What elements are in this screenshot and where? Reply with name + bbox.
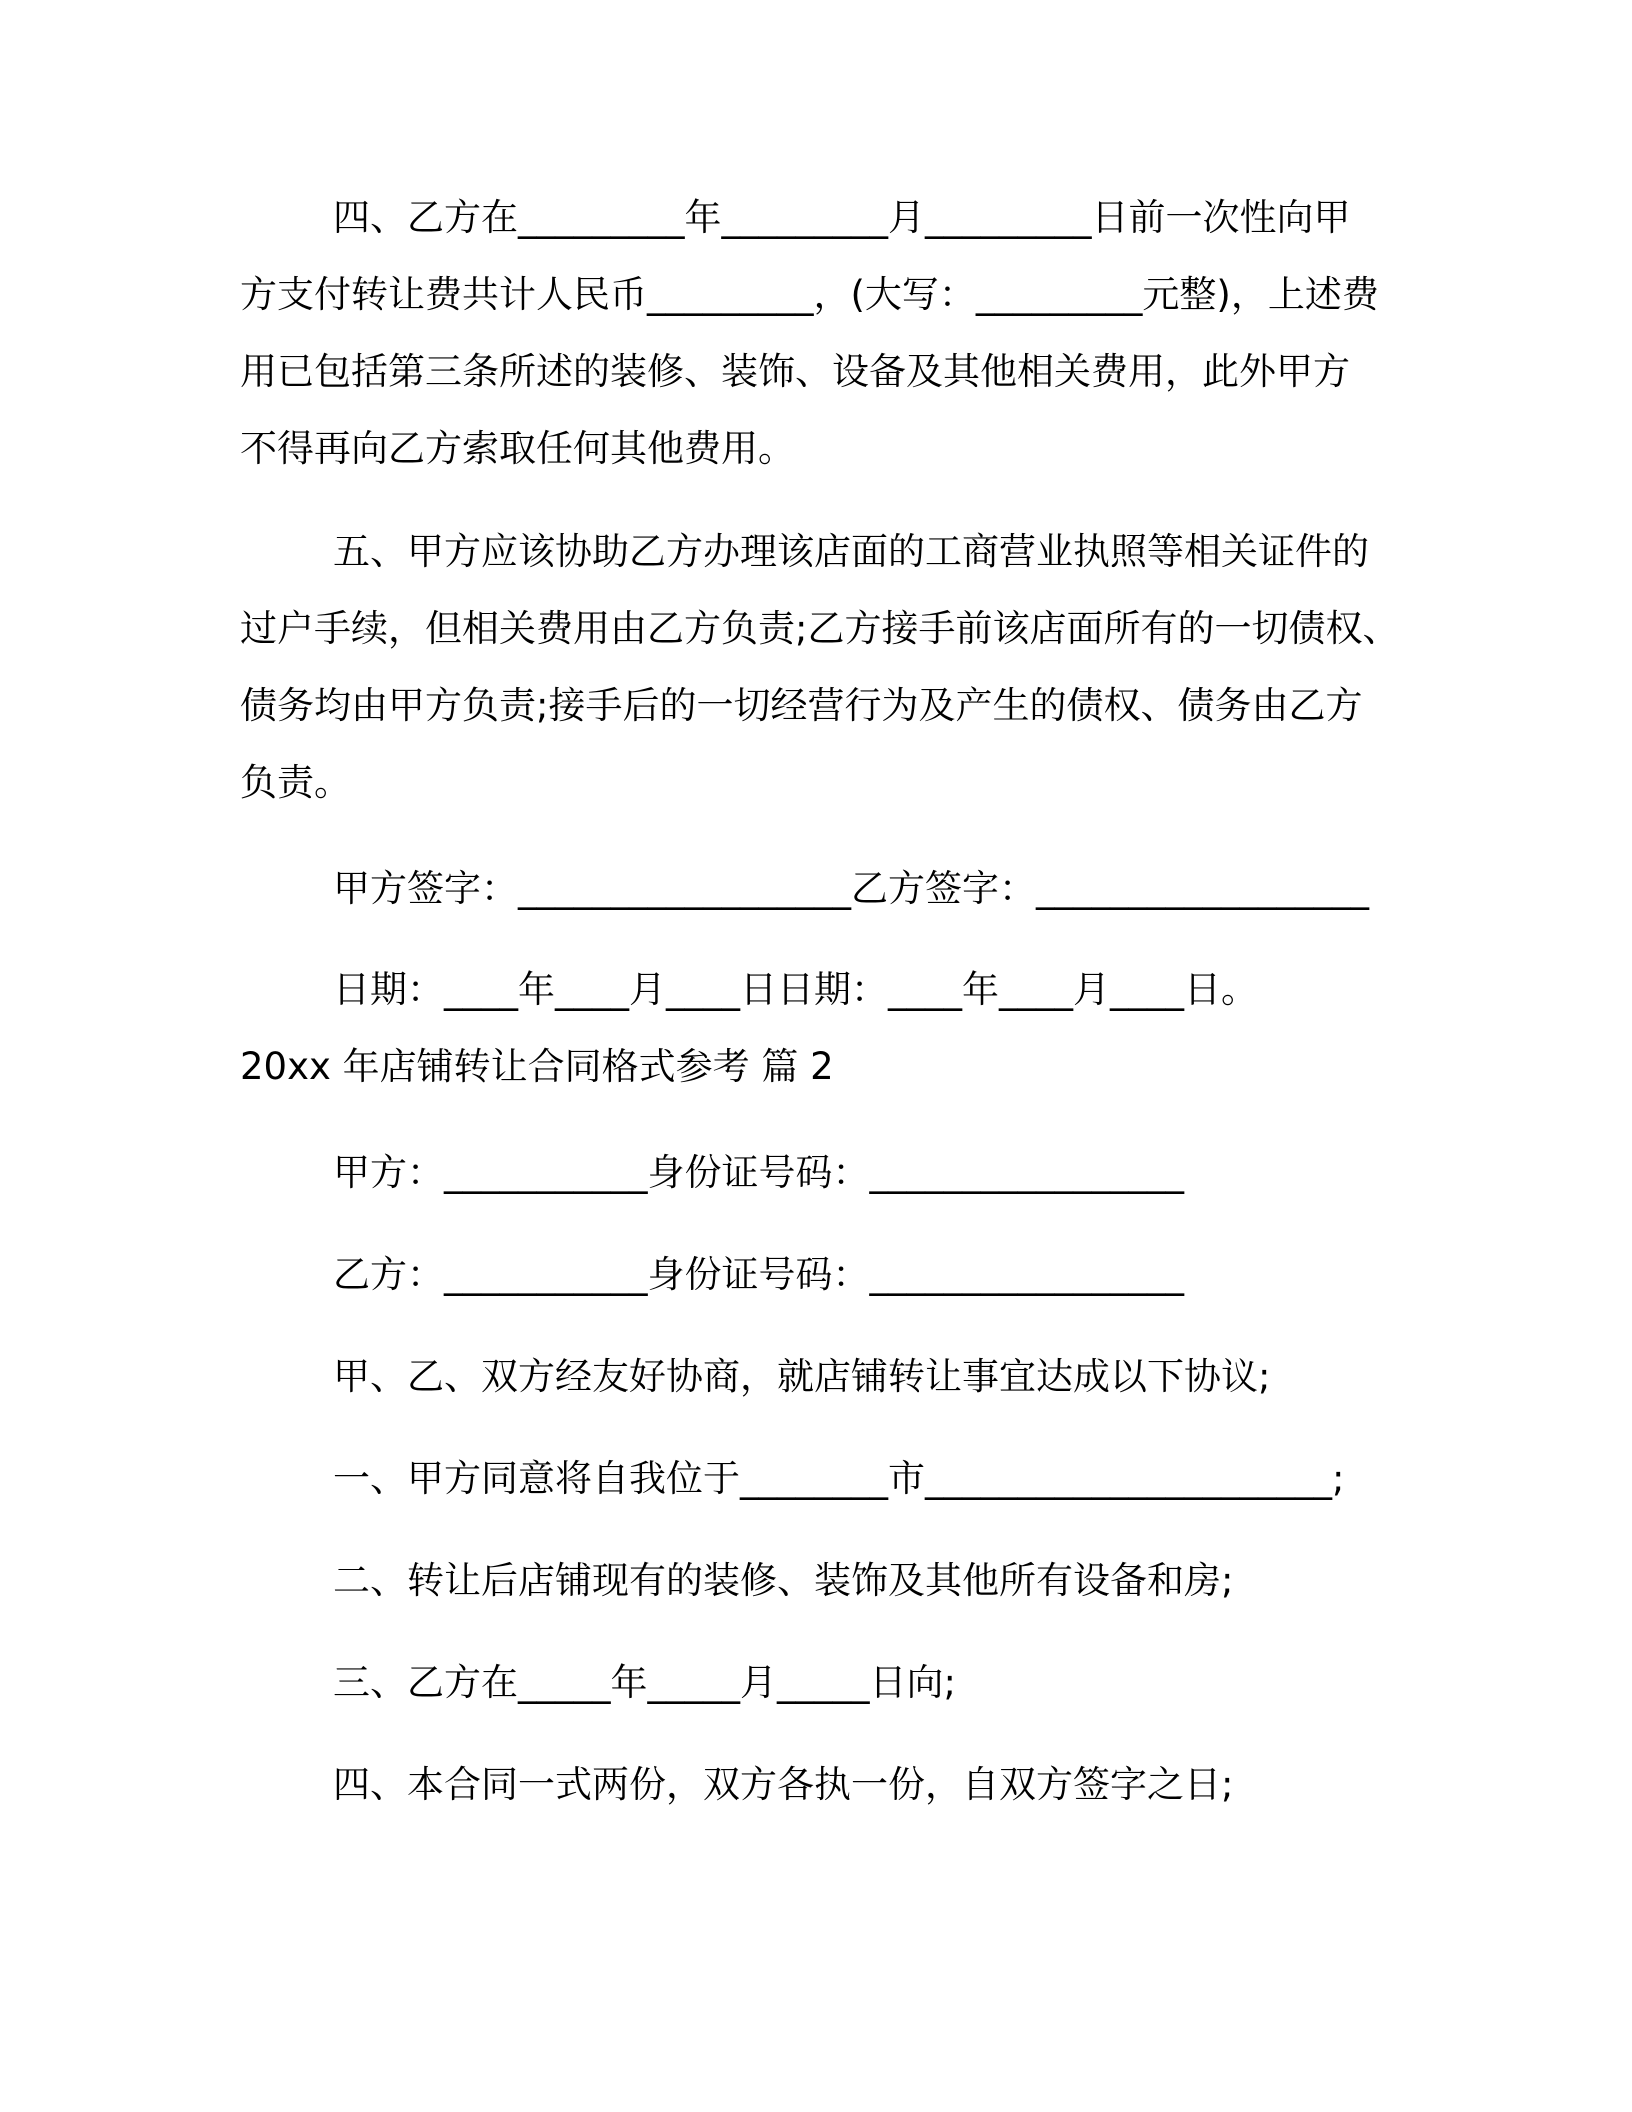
clause-5-line-1: 五、甲方应该协助乙方办理该店面的工商营业执照等相关证件的 [333, 530, 1369, 573]
item-3: 三、乙方在_____年_____月_____日向; [333, 1661, 956, 1704]
clause-4-line-1: 四、乙方在_________年_________月_________日前一次性向甲 [333, 196, 1351, 239]
item-1: 一、甲方同意将自我位于________市______________________; [333, 1457, 1345, 1500]
item-4: 四、本合同一式两份，双方各执一份，自双方签字之日; [333, 1763, 1234, 1806]
item-2: 二、转让后店铺现有的装修、装饰及其他所有设备和房; [333, 1559, 1234, 1602]
clause-5-line-3: 债务均由甲方负责;接手后的一切经营行为及产生的债权、债务由乙方 [240, 684, 1363, 727]
clause-5-line-4: 负责。 [240, 761, 351, 804]
clause-4-line-3: 用已包括第三条所述的装修、装饰、设备及其他相关费用，此外甲方 [240, 350, 1350, 393]
clause-4-line-2: 方支付转让费共计人民币_________，(大写：_________元整)，上述费 [240, 273, 1379, 316]
signature-line: 甲方签字：__________________乙方签字：__________________ [333, 867, 1369, 910]
party-a-line: 甲方：___________身份证号码：_________________ [333, 1151, 1184, 1194]
date-line: 日期：____年____月____日日期：____年____月____日。 [333, 968, 1258, 1011]
party-b-line: 乙方：___________身份证号码：_________________ [333, 1253, 1184, 1296]
clause-4-line-4: 不得再向乙方索取任何其他费用。 [240, 427, 795, 470]
clause-5-line-2: 过户手续，但相关费用由乙方负责;乙方接手前该店面所有的一切债权、 [240, 607, 1400, 650]
agreement-intro: 甲、乙、双方经友好协商，就店铺转让事宜达成以下协议; [333, 1355, 1271, 1398]
section-title: 20xx 年店铺转让合同格式参考 篇 2 [240, 1045, 834, 1088]
